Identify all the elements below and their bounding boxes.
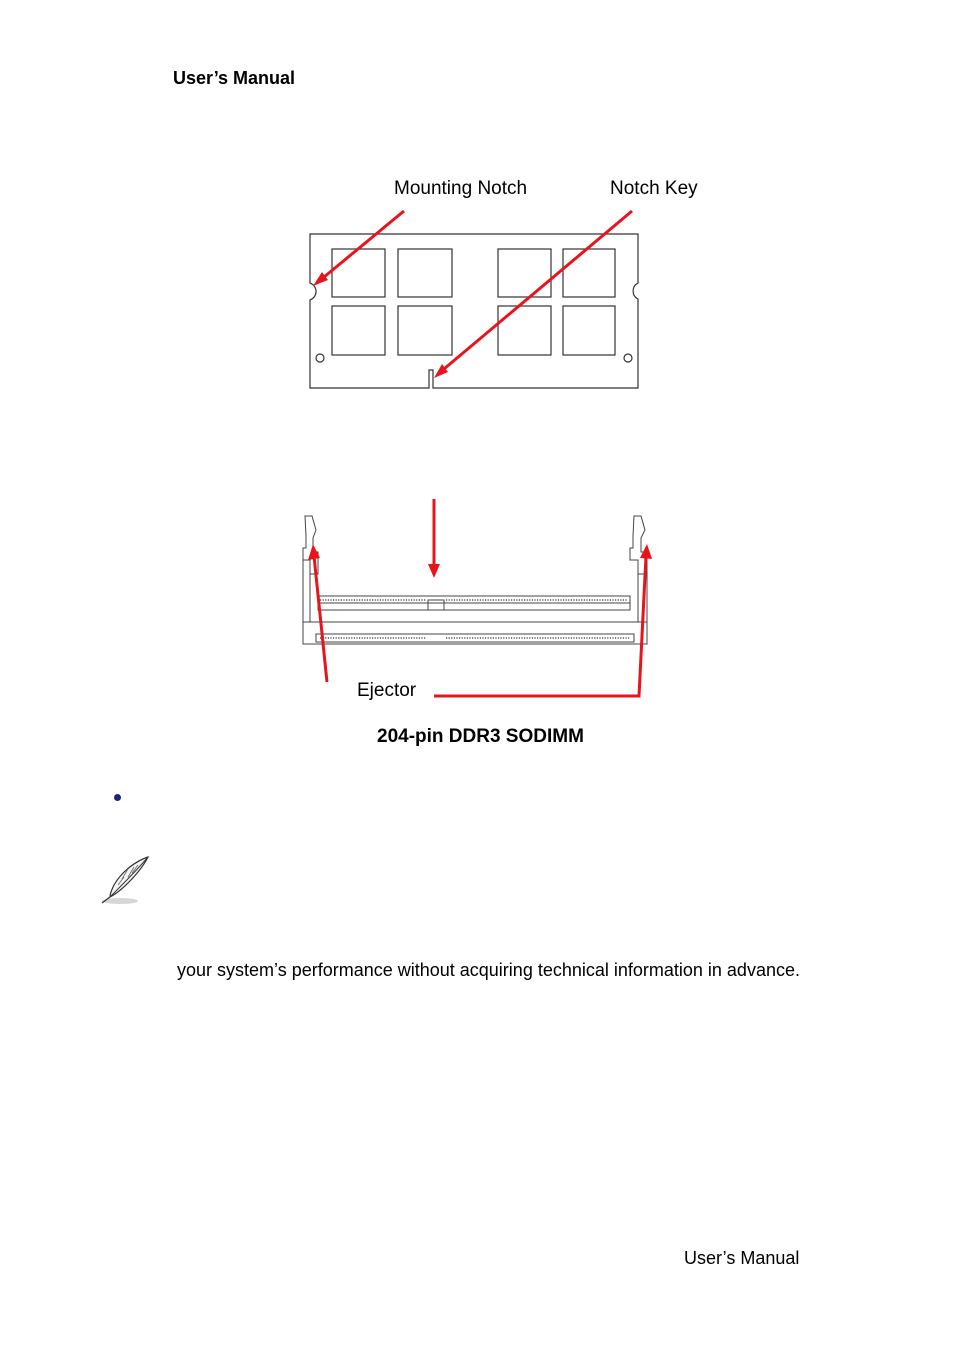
arrow-to-mounting-notch bbox=[318, 211, 404, 282]
red-arrows-top bbox=[318, 211, 632, 374]
note-text: your system’s performance without acquiring technical information in advance. bbox=[177, 960, 800, 980]
diagram-caption: 204-pin DDR3 SODIMM bbox=[377, 726, 584, 747]
red-arrows-bottom bbox=[314, 499, 646, 696]
arrow-to-right-ejector bbox=[434, 556, 646, 696]
memory-chip bbox=[398, 306, 452, 355]
socket-pins bbox=[320, 600, 630, 638]
arrow-to-left-ejector bbox=[314, 556, 327, 682]
memory-chip bbox=[332, 249, 385, 297]
mounting-hole bbox=[316, 354, 324, 362]
mounting-hole bbox=[624, 354, 632, 362]
arrowhead bbox=[428, 564, 440, 578]
memory-chip bbox=[332, 306, 385, 355]
memory-chip bbox=[398, 249, 452, 297]
label-ejector: Ejector bbox=[357, 680, 417, 701]
arrow-to-notch-key bbox=[438, 211, 632, 374]
page-header-title: User’s Manual bbox=[173, 68, 296, 88]
feather-note-icon bbox=[98, 855, 152, 907]
memory-chip bbox=[563, 306, 615, 355]
label-mounting-notch: Mounting Notch bbox=[394, 178, 528, 199]
memory-chip bbox=[498, 249, 551, 297]
page-footer: User’s Manual bbox=[684, 1248, 800, 1268]
sodimm-module bbox=[310, 234, 638, 388]
label-notch-key: Notch Key bbox=[610, 178, 698, 199]
memory-chip bbox=[498, 306, 551, 355]
memory-chip bbox=[563, 249, 615, 297]
module-outline bbox=[310, 234, 638, 388]
sodimm-socket bbox=[303, 516, 647, 644]
bullet-point bbox=[114, 794, 121, 801]
